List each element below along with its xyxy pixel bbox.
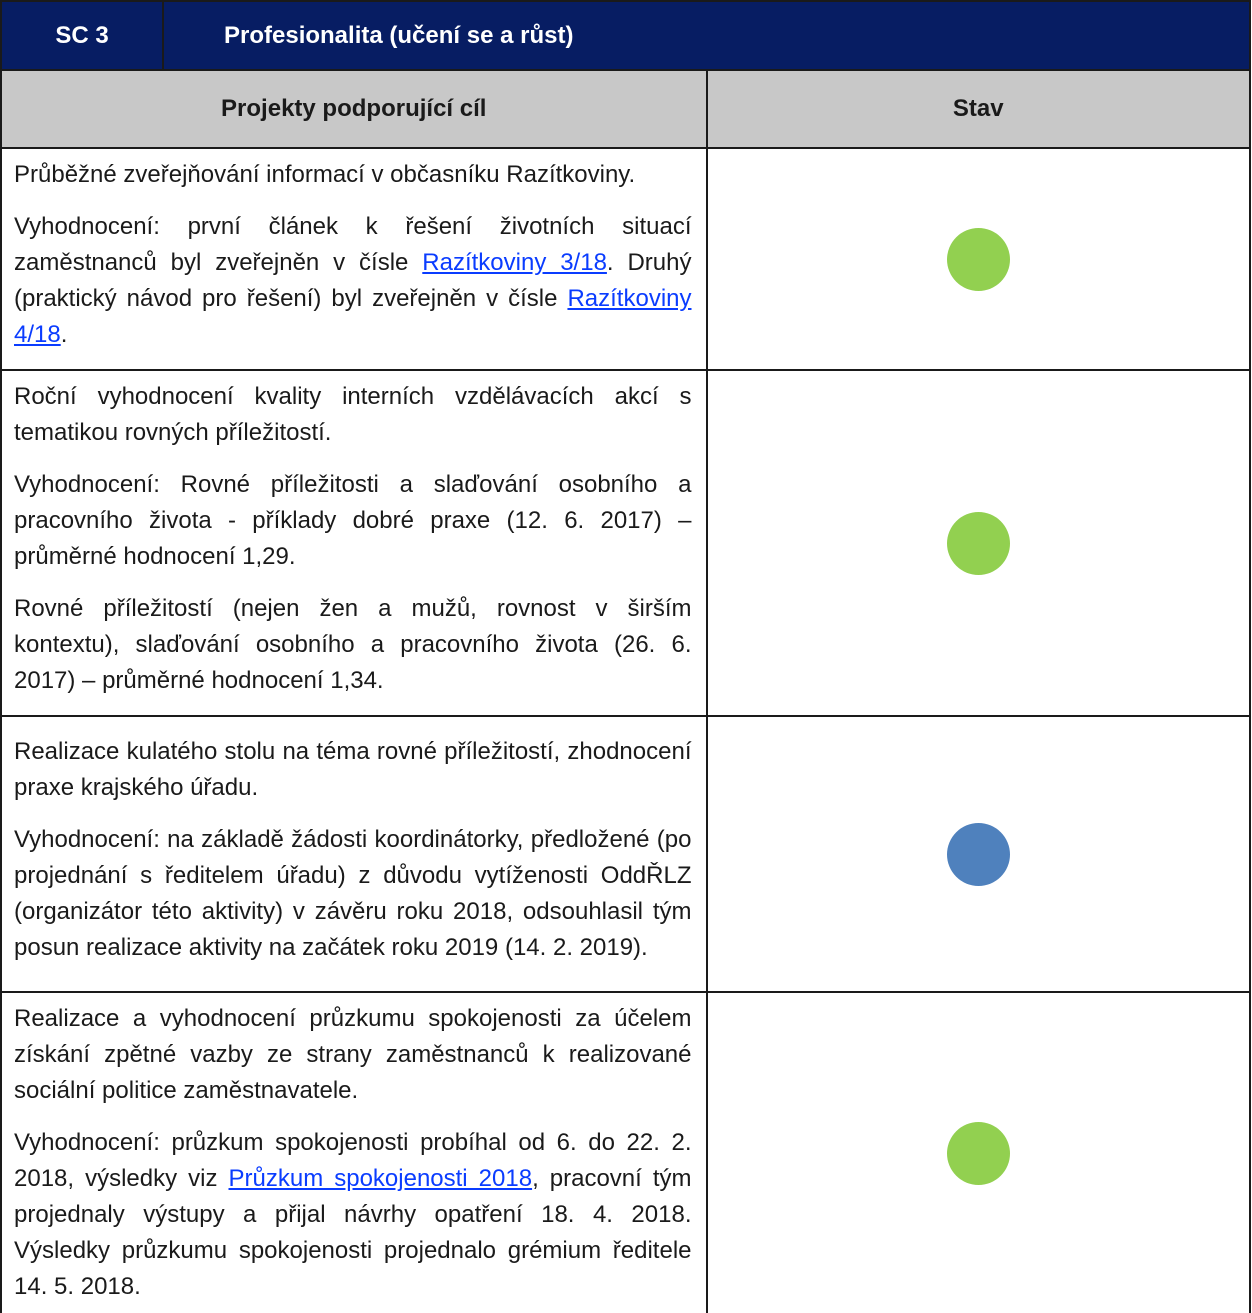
- goal-code: SC 3: [1, 1, 163, 70]
- project-description: Roční vyhodnocení kvality interních vzdělávacích akcí s tematikou rovných příležitostí.: [14, 383, 692, 446]
- table-row: [1, 716, 1250, 992]
- evaluation-text: . Druhý (praktický návod pro řešení) byl zveřejněn v čísle: [14, 249, 692, 312]
- project-cell: [1, 148, 707, 370]
- project-description: Realizace kulatého stolu na téma rovné příležitostí, zhodnocení praxe krajského úřadu.: [14, 738, 692, 801]
- status-green-dot: [947, 1122, 1010, 1185]
- project-cell: [1, 992, 707, 1313]
- project-evaluation: Vyhodnocení: Rovné příležitosti a slaďování osobního a pracovního života - příklady dobré praxe (12. 6. 2017) – průměrné hodnocení 1,29.: [14, 471, 692, 570]
- evaluation-text: , pracovní tým projednaly výstupy a přijal návrhy opatření 18. 4. 2018. Výsledky průzkumu spokojenosti projednalo grémium ředitele 14. 5. 2018.: [14, 1165, 692, 1300]
- razitkoviny-4-18-link[interactable]: Razítkoviny 4/18: [14, 285, 692, 348]
- evaluation-text: Vyhodnocení: první článek k řešení životních situací zaměstnanců byl zveřejněn v čísle: [14, 213, 692, 276]
- column-header-projects: Projekty podporující cíl: [1, 70, 707, 148]
- project-description: Realizace a vyhodnocení průzkumu spokojenosti za účelem získání zpětné vazby ze strany zaměstnanců k realizované sociální politice zaměstnavatele.: [14, 1005, 692, 1104]
- project-cell: [1, 716, 707, 992]
- status-cell: [707, 992, 1251, 1313]
- status-cell: [707, 716, 1251, 992]
- pruzkum-spokojenosti-2018-link[interactable]: Průzkum spokojenosti 2018: [228, 1165, 533, 1192]
- evaluation-text: .: [60, 321, 68, 348]
- table-row: [1, 992, 1250, 1313]
- goal-title: Profesionalita (učení se a růst): [163, 1, 1250, 70]
- project-evaluation: Vyhodnocení: na základě žádosti koordinátorky, předložené (po projednání s ředitelem úřadu) z důvodu vytíženosti OddŘLZ (organizátor této aktivity) v závěru roku 2018, odsouhlasil tým posun realizace aktivity na začátek roku 2019 (14. 2. 2019).: [14, 826, 692, 961]
- project-evaluation: [14, 209, 692, 353]
- evaluation-text: Vyhodnocení: průzkum spokojenosti probíhal od 6. do 22. 2. 2018, výsledky viz: [14, 1129, 692, 1192]
- status-cell: [707, 370, 1251, 716]
- status-cell: [707, 148, 1251, 370]
- project-description: Průběžné zveřejňování informací v občasníku Razítkoviny.: [14, 161, 636, 188]
- status-green-dot: [947, 228, 1010, 291]
- table-row: [1, 148, 1250, 370]
- project-evaluation-continued: Rovné příležitostí (nejen žen a mužů, rovnost v širším kontextu), slaďování osobního a pracovního života (26. 6. 2017) – průměrné hodnocení 1,34.: [14, 595, 692, 694]
- project-cell: [1, 370, 707, 716]
- project-evaluation: [14, 1125, 692, 1305]
- column-header-status: Stav: [707, 70, 1251, 148]
- goal-header-row: [1, 1, 1250, 70]
- column-header-row: [1, 70, 1250, 148]
- razitkoviny-3-18-link[interactable]: Razítkoviny 3/18: [422, 249, 607, 276]
- table-row: [1, 370, 1250, 716]
- status-green-dot: [947, 512, 1010, 575]
- status-blue-dot: [947, 823, 1010, 886]
